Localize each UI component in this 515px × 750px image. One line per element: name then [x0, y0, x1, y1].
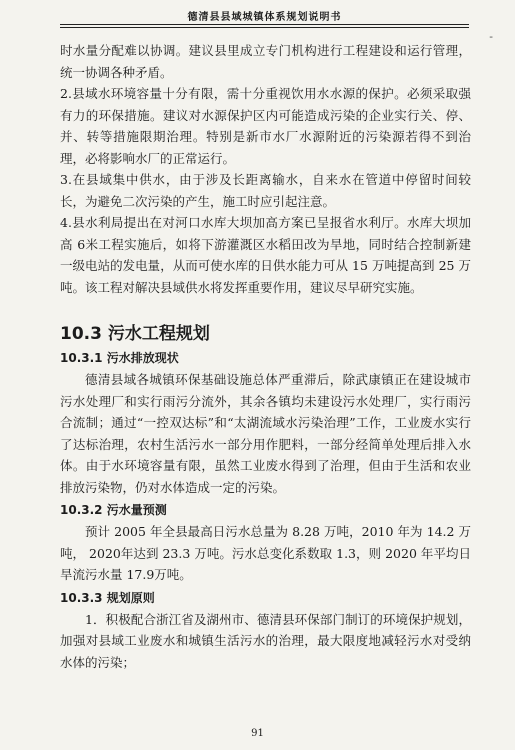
section-body: 预计 2005 年全县最高日污水总量为 8.28 万吨，2010 年为 14.2 万吨， 2020年达到 23.3 万吨。污水总变化系数取 1.3，则 2020 年平均日旱流污水量 17.9万吨。 — [60, 524, 471, 582]
page-number: 91 — [251, 728, 264, 739]
list-item: 3.在县域集中供水，由于涉及长距离输水，自来水在管道中停留时间较长，为避免二次污染的产生，施工时应引起注意。 — [60, 172, 471, 209]
running-header: 德清县县域城镇体系规划说明书 — [187, 12, 342, 23]
chapter-heading: 10.3 污水工程规划 — [60, 324, 210, 344]
header-rule-thin — [60, 27, 469, 28]
continuation-paragraph: 时水量分配难以协调。建议县里成立专门机构进行工程建设和运行管理，统一协调各种矛盾。 — [60, 43, 471, 80]
list-item: 4.县水利局提出在对河口水库大坝加高方案已呈报省水利厅。水库大坝加高 6米工程实施后，如将下游灌溉区水稻田改为旱地，同时结合控制新建一级电站的发电量，从而可使水库的日供水能力可从 15 万吨提高到 25 万吨。该工程对解决县域供水将发挥重要作用，建议尽早研究实施。 — [60, 215, 471, 295]
section-heading: 10.3.3 规划原则 — [60, 590, 155, 605]
list-item: 2.县域水环境容量十分有限，需十分重视饮用水水源的保护。必须采取强有力的环保措施。建议对水源保护区内可能造成污染的企业实行关、停、并、转等措施限期治理。特别是新市水厂水源附近的污染源若得不到治理，必将影响水厂的正常运行。 — [60, 86, 471, 166]
section-body: 德清县域各城镇环保基础设施总体严重滞后，除武康镇正在建设城市污水处理厂和实行雨污分流外，其余各镇均未建设污水处理厂，实行雨污合流制；通过“一控双达标”和“太湖流域水污染治理”工作，工业废水实行了达标治理，农村生活污水一部分用作肥料，一部分经简单处理后排入水体。由于水环境容量有限，虽然工业废水得到了治理，但由于生活和农业排放污染物，仍对水体造成一定的污染。 — [60, 372, 471, 495]
header-rule — [60, 24, 469, 25]
page-content — [60, 40, 471, 673]
section-heading: 10.3.1 污水排放现状 — [60, 351, 179, 365]
section-body: 1．积极配合浙江省及湖州市、德清县环保部门制订的环境保护规划，加强对县域工业废水和城镇生活污水的治理，最大限度地减轻污水对受纳水体的污染； — [60, 611, 471, 670]
corner-mark: - — [489, 30, 493, 43]
section-heading: 10.3.2 污水量预测 — [60, 503, 167, 517]
